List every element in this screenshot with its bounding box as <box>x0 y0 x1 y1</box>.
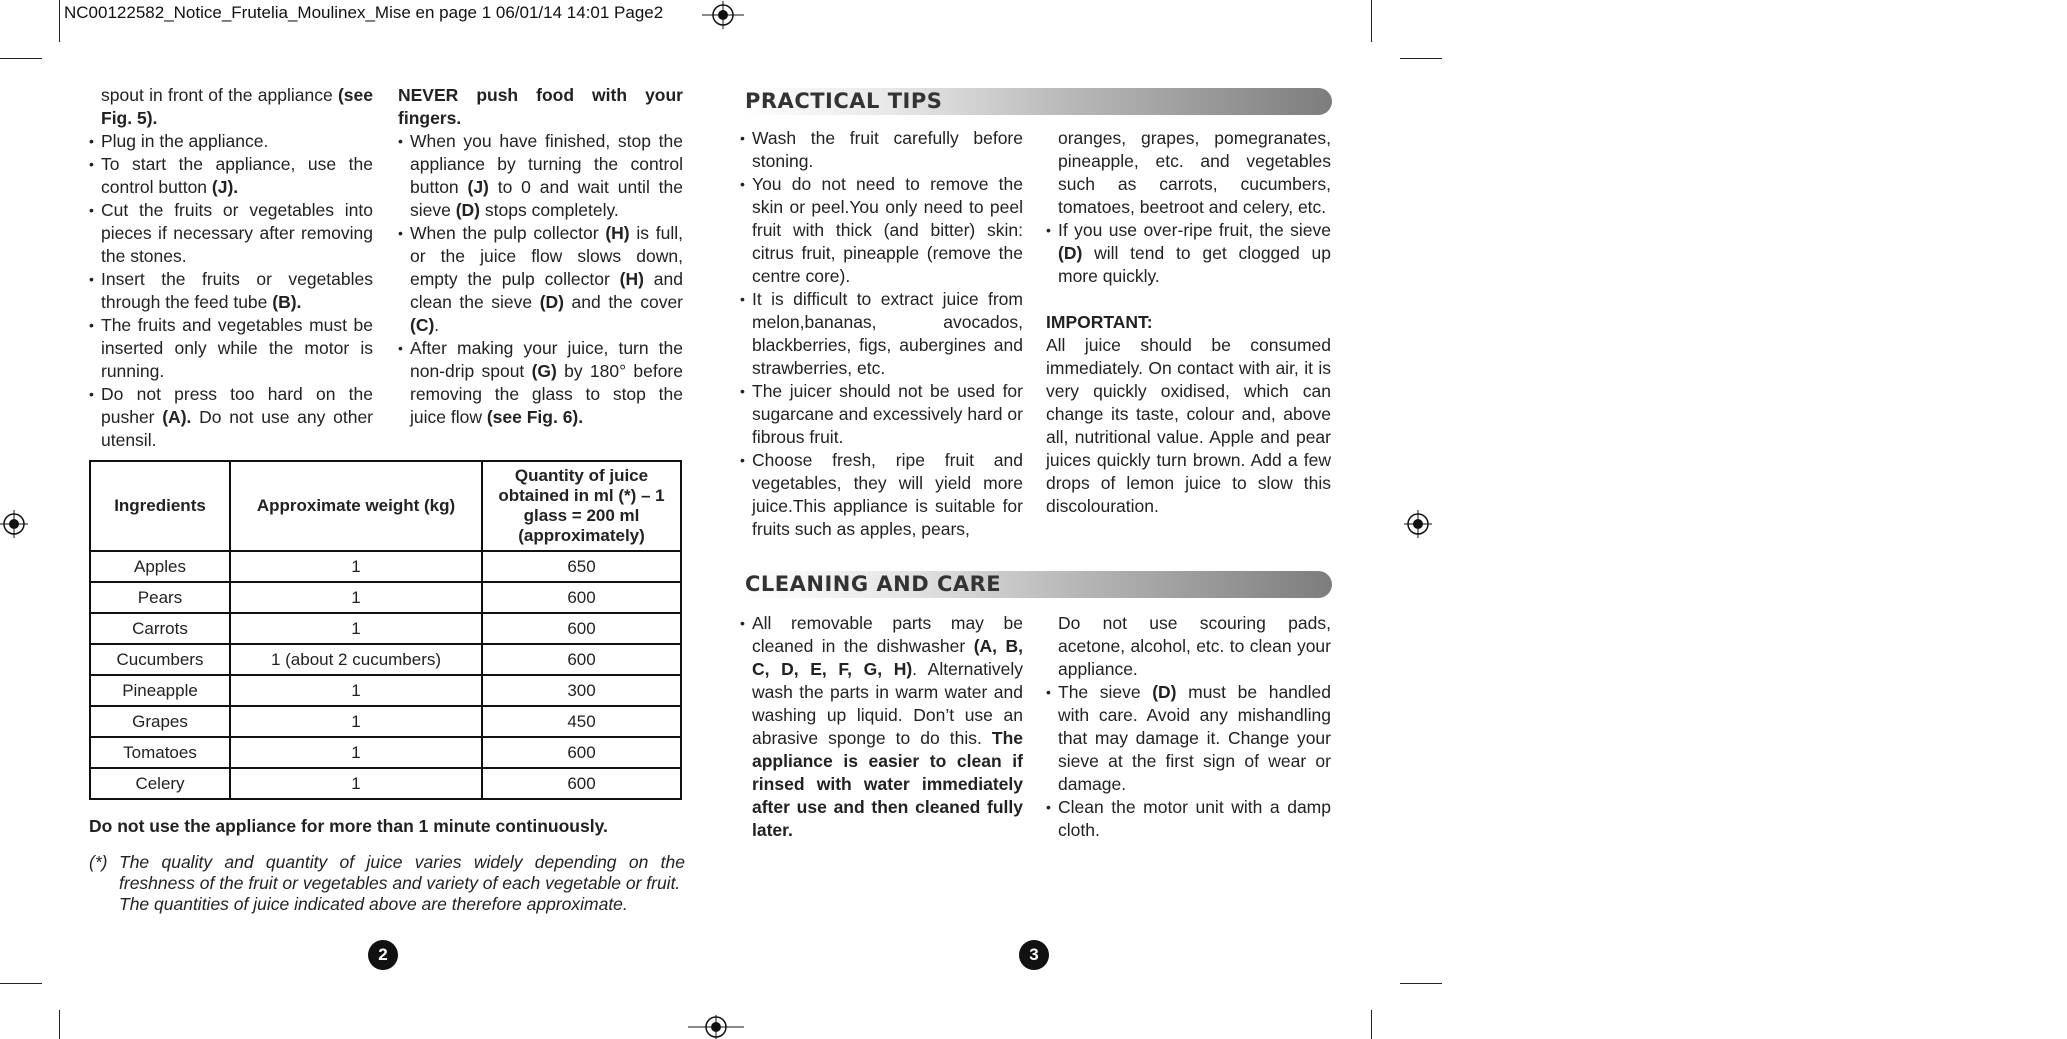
crop-mark <box>59 1010 60 1039</box>
bold-text: The appliance is easier to clean if rinsed with water immediately after use and then cleaned fully later. <box>752 728 1023 840</box>
text-run: and the cover <box>564 292 683 312</box>
text-run: The fruits and vegetables must be inserted only while the motor is running. <box>101 315 373 381</box>
text-run: must be handled with care. Avoid any mishandling that may damage it. Change your sieve at the first sign of wear or damage. <box>1058 682 1331 794</box>
crop-mark <box>0 58 42 59</box>
bullet-item <box>1046 681 1331 796</box>
crop-mark <box>1371 1010 1372 1039</box>
continued-text <box>1046 127 1331 219</box>
print-slug: NC00122582_Notice_Frutelia_Moulinex_Mise en page 1 06/01/14 14:01 Page2 <box>64 3 664 22</box>
continued-text <box>89 84 373 130</box>
table-row <box>90 644 681 675</box>
crop-mark <box>1400 58 1442 59</box>
important-text: All juice should be consumed immediately. On contact with air, it is very quickly oxidised, which can change its taste, colour and, above all, nutritional value. Apple and pear juices quickly turn brown. Add a few drops of lemon juice to slow this discolouration. <box>1046 335 1331 516</box>
text-run: The juicer should not be used for sugarcane and excessively hard or fibrous fruit. <box>752 381 1023 447</box>
cell-ingredient: Carrots <box>90 613 230 644</box>
text-run: When the pulp collector <box>410 223 606 243</box>
text-run: Plug in the appliance. <box>101 131 269 151</box>
text-run: is full, or the juice flow slows down, empty the pulp collector <box>410 223 683 289</box>
bold-text: (D) <box>1058 243 1083 263</box>
cell-weight: 1 <box>230 613 482 644</box>
text-run: Choose fresh, ripe fruit and vegetables, they will yield more juice.This appliance is suitable for fruits such as apples, pears, <box>752 450 1023 539</box>
bold-text: (D) <box>1152 682 1177 702</box>
practical-tips-list <box>1046 127 1331 288</box>
practical-tips-column-2 <box>1046 127 1331 518</box>
text-run: to 0 and wait until the sieve <box>410 177 683 220</box>
cell-juice: 600 <box>482 644 681 675</box>
column-header-ingredients: Ingredients <box>90 461 230 551</box>
cell-ingredient: Celery <box>90 768 230 799</box>
text-run: Do not use any other utensil. <box>101 407 374 450</box>
bullet-item <box>89 268 373 314</box>
cleaning-column-2 <box>1046 612 1331 842</box>
text-run: Cut the fruits or vegetables into pieces if necessary after removing the stones. <box>101 200 373 266</box>
bullet-item <box>1046 796 1331 842</box>
important-label: IMPORTANT: <box>1046 312 1153 332</box>
crop-mark <box>0 983 42 984</box>
text-run: Do not press too hard on the pusher <box>101 384 373 427</box>
table-row <box>90 737 681 768</box>
cell-ingredient: Grapes <box>90 706 230 737</box>
text-run: After making your juice, turn the non-drip spout <box>410 338 683 381</box>
continued-text <box>1046 612 1331 681</box>
cleaning-column-1 <box>740 612 1023 842</box>
table-header-row <box>90 461 681 551</box>
cell-weight: 1 (about 2 cucumbers) <box>230 644 482 675</box>
page-number-right: 3 <box>1019 940 1049 970</box>
bullet-item <box>89 130 373 153</box>
footnote-text-1: The quality and quantity of juice varies widely depending on the freshness of the fruit or vegetables and variety of each vegetable or fruit. <box>119 852 685 893</box>
paragraph <box>398 84 683 130</box>
registration-mark-icon <box>0 510 28 538</box>
text-run: spout in front of the appliance <box>101 85 338 105</box>
bold-text: (A, B, C, D, E, F, G, H) <box>752 636 1023 679</box>
table-row <box>90 675 681 706</box>
bullet-item <box>89 383 373 452</box>
cleaning-care-header <box>742 571 1332 598</box>
section-title: PRACTICAL TIPS <box>745 89 943 113</box>
registration-mark-icon <box>1404 510 1432 538</box>
bold-text: (B). <box>272 292 302 312</box>
text-run: Clean the motor unit with a damp cloth. <box>1058 797 1331 840</box>
text-run: When you have finished, stop the appliance by turning the control button <box>410 131 683 197</box>
footnote <box>89 852 685 915</box>
cell-weight: 1 <box>230 551 482 582</box>
bold-text: (D) <box>455 200 481 220</box>
cell-weight: 1 <box>230 675 482 706</box>
bullet-item <box>89 199 373 268</box>
cell-ingredient: Cucumbers <box>90 644 230 675</box>
section-title: CLEANING AND CARE <box>745 572 1002 596</box>
bold-text: (D) <box>539 292 564 312</box>
cell-juice: 600 <box>482 582 681 613</box>
cell-ingredient: Tomatoes <box>90 737 230 768</box>
cell-juice: 300 <box>482 675 681 706</box>
text-run: by 180° before removing the glass to stop the juice flow <box>410 361 683 427</box>
text-run: . <box>434 315 440 335</box>
bold-text: (see Fig. 6). <box>486 407 584 427</box>
left-column-2 <box>398 84 683 429</box>
bold-text: (J). <box>211 177 239 197</box>
column-header-weight: Approximate weight (kg) <box>230 461 482 551</box>
text-run: stops completely. <box>480 200 619 220</box>
cell-juice: 600 <box>482 768 681 799</box>
bold-text: (J) <box>467 177 489 197</box>
table-row <box>90 768 681 799</box>
text-run: . Alternatively wash the parts in warm water and washing up liquid. Don’t use an abrasive sponge to do this. <box>752 659 1024 748</box>
text-run: Do not use scouring pads, acetone, alcohol, etc. to clean your appliance. <box>1058 613 1331 679</box>
text-run: and clean the sieve <box>410 269 684 312</box>
bullet-item <box>398 222 683 337</box>
bullet-item <box>398 130 683 222</box>
crop-mark <box>59 0 60 42</box>
bold-text: (H) <box>605 223 630 243</box>
table-row <box>90 706 681 737</box>
cell-weight: 1 <box>230 737 482 768</box>
text-run: will tend to get clogged up more quickly. <box>1058 243 1331 286</box>
registration-mark-icon <box>688 1015 744 1039</box>
column-header-juice-quantity: Quantity of juice obtained in ml (*) – 1 glass = 200 ml (approximately) <box>482 461 681 551</box>
bold-text: (see Fig. 5). <box>101 85 373 128</box>
text-run: All removable parts may be cleaned in the dishwasher <box>752 613 1023 656</box>
bullet-item <box>740 449 1023 541</box>
table-row <box>90 551 681 582</box>
text-run: oranges, grapes, pomegranates, pineapple, etc. and vegetables such as carrots, cucumbers, tomatoes, beetroot and celery, etc. <box>1058 128 1331 217</box>
bold-text: (C) <box>410 315 435 335</box>
bold-text: NEVER push food with your fingers. <box>398 85 683 128</box>
page-number-left: 2 <box>368 940 398 970</box>
text-run: To start the appliance, use the control button <box>101 154 373 197</box>
cell-juice: 600 <box>482 613 681 644</box>
footnote-mark: (*) <box>89 852 108 872</box>
bullet-item <box>398 337 683 429</box>
crop-mark <box>1400 983 1442 984</box>
text-run: Insert the fruits or vegetables through the feed tube <box>101 269 373 312</box>
bold-text: (G) <box>531 361 557 381</box>
text-run: The sieve <box>1058 682 1153 702</box>
cell-ingredient: Apples <box>90 551 230 582</box>
left-column-1 <box>89 84 373 452</box>
practical-tips-column-1 <box>740 127 1023 541</box>
table-row <box>90 613 681 644</box>
text-run: Wash the fruit carefully before stoning. <box>752 128 1023 171</box>
cell-juice: 650 <box>482 551 681 582</box>
cell-juice: 600 <box>482 737 681 768</box>
crop-mark <box>1371 0 1372 42</box>
bullet-item <box>89 314 373 383</box>
bold-text: (A). <box>162 407 192 427</box>
practical-tips-header <box>742 88 1332 115</box>
footnote-text-2: The quantities of juice indicated above are therefore approximate. <box>119 894 628 914</box>
bold-text: (H) <box>619 269 644 289</box>
usage-warning: Do not use the appliance for more than 1 minute continuously. <box>89 816 608 836</box>
text-run: If you use over-ripe fruit, the sieve <box>1058 220 1331 240</box>
bullet-item <box>740 612 1023 842</box>
text-run: It is difficult to extract juice from melon,bananas, avocados, blackberries, figs, aubergines and strawberries, etc. <box>752 289 1023 378</box>
cell-ingredient: Pineapple <box>90 675 230 706</box>
bullet-item <box>740 288 1023 380</box>
bullet-item <box>1046 219 1331 288</box>
juice-quantity-table <box>89 460 682 800</box>
cell-weight: 1 <box>230 582 482 613</box>
cell-weight: 1 <box>230 768 482 799</box>
bullet-item <box>740 380 1023 449</box>
bullet-item <box>740 173 1023 288</box>
table-row <box>90 582 681 613</box>
bullet-item <box>89 153 373 199</box>
bullet-item <box>740 127 1023 173</box>
text-run: You do not need to remove the skin or peel.You only need to peel fruit with thick (and bitter) skin: citrus fruit, pineapple (remove the centre core). <box>752 174 1023 286</box>
cell-ingredient: Pears <box>90 582 230 613</box>
cell-weight: 1 <box>230 706 482 737</box>
registration-mark-icon <box>702 1 744 29</box>
cell-juice: 450 <box>482 706 681 737</box>
